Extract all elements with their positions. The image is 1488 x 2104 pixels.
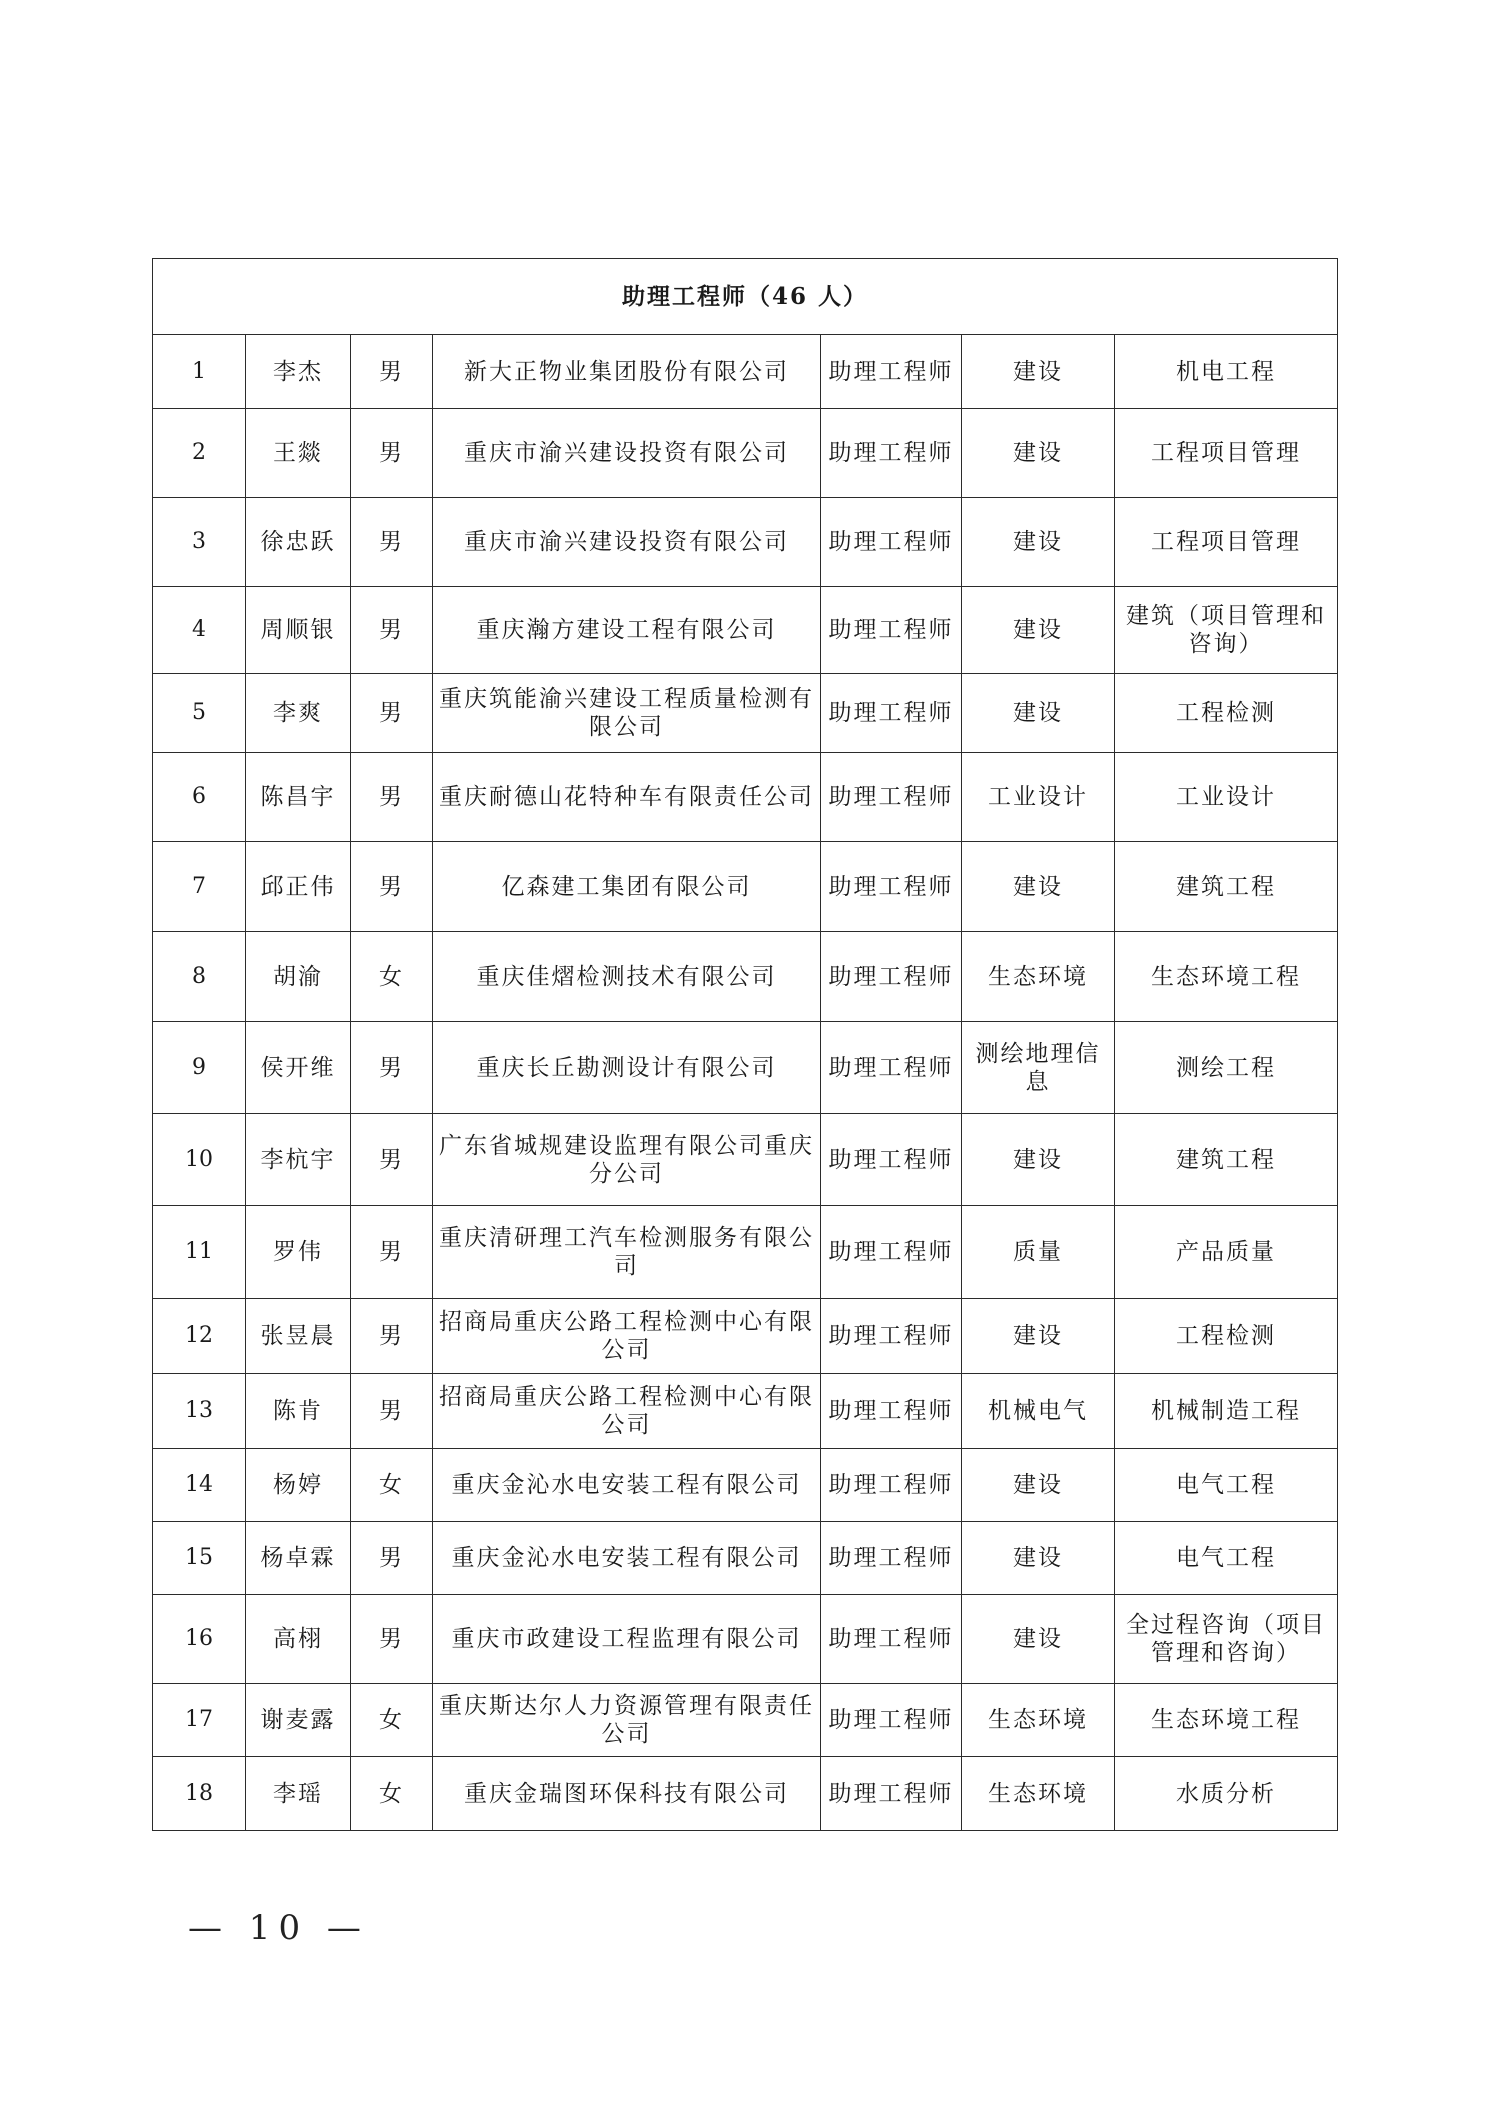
company-name: 重庆耐德山花特种车有限责任公司	[433, 753, 821, 842]
row-number: 5	[153, 674, 246, 753]
person-name: 陈肯	[246, 1374, 351, 1449]
person-gender: 男	[351, 1522, 433, 1595]
person-name: 李瑶	[246, 1757, 351, 1831]
specialty: 建筑（项目管理和咨询）	[1115, 587, 1338, 674]
table-row	[153, 498, 1338, 587]
row-number: 10	[153, 1114, 246, 1206]
professional-title: 助理工程师	[821, 1595, 962, 1684]
person-gender: 男	[351, 1206, 433, 1299]
professional-title: 助理工程师	[821, 335, 962, 409]
row-number: 9	[153, 1022, 246, 1114]
professional-field: 建设	[962, 1449, 1115, 1522]
professional-title: 助理工程师	[821, 1374, 962, 1449]
specialty: 生态环境工程	[1115, 932, 1338, 1022]
person-gender: 男	[351, 335, 433, 409]
company-name: 重庆金瑞图环保科技有限公司	[433, 1757, 821, 1831]
section-header-row	[153, 259, 1338, 335]
person-name: 李杭宇	[246, 1114, 351, 1206]
professional-title: 助理工程师	[821, 842, 962, 932]
row-number: 18	[153, 1757, 246, 1831]
company-name: 重庆筑能渝兴建设工程质量检测有限公司	[433, 674, 821, 753]
professional-field: 机械电气	[962, 1374, 1115, 1449]
row-number: 3	[153, 498, 246, 587]
person-gender: 男	[351, 1374, 433, 1449]
person-name: 徐忠跃	[246, 498, 351, 587]
professional-title: 助理工程师	[821, 587, 962, 674]
professional-field: 建设	[962, 587, 1115, 674]
table-row	[153, 674, 1338, 753]
page-number: — 10 —	[188, 1908, 369, 1948]
company-name: 新大正物业集团股份有限公司	[433, 335, 821, 409]
person-name: 谢麦露	[246, 1684, 351, 1757]
table-row	[153, 1522, 1338, 1595]
professional-field: 测绘地理信息	[962, 1022, 1115, 1114]
table-row	[153, 1206, 1338, 1299]
person-name: 杨婷	[246, 1449, 351, 1522]
person-name: 周顺银	[246, 587, 351, 674]
company-name: 重庆斯达尔人力资源管理有限责任公司	[433, 1684, 821, 1757]
specialty: 工程项目管理	[1115, 498, 1338, 587]
professional-title: 助理工程师	[821, 1299, 962, 1374]
professional-field: 生态环境	[962, 932, 1115, 1022]
row-number: 1	[153, 335, 246, 409]
specialty: 生态环境工程	[1115, 1684, 1338, 1757]
professional-title: 助理工程师	[821, 1114, 962, 1206]
company-name: 重庆市渝兴建设投资有限公司	[433, 498, 821, 587]
person-name: 李杰	[246, 335, 351, 409]
person-name: 王燚	[246, 409, 351, 498]
professional-field: 建设	[962, 498, 1115, 587]
person-name: 侯开维	[246, 1022, 351, 1114]
specialty: 机电工程	[1115, 335, 1338, 409]
professional-title: 助理工程师	[821, 1022, 962, 1114]
company-name: 重庆市政建设工程监理有限公司	[433, 1595, 821, 1684]
person-gender: 女	[351, 932, 433, 1022]
table-row	[153, 932, 1338, 1022]
professional-field: 生态环境	[962, 1757, 1115, 1831]
person-gender: 男	[351, 842, 433, 932]
professional-title: 助理工程师	[821, 753, 962, 842]
person-name: 高栩	[246, 1595, 351, 1684]
company-name: 招商局重庆公路工程检测中心有限公司	[433, 1299, 821, 1374]
specialty: 电气工程	[1115, 1449, 1338, 1522]
roster-body	[153, 335, 1338, 1831]
person-name: 陈昌宇	[246, 753, 351, 842]
row-number: 8	[153, 932, 246, 1022]
professional-field: 建设	[962, 409, 1115, 498]
specialty: 工程检测	[1115, 674, 1338, 753]
table-row	[153, 1114, 1338, 1206]
row-number: 4	[153, 587, 246, 674]
professional-title: 助理工程师	[821, 674, 962, 753]
professional-field: 质量	[962, 1206, 1115, 1299]
professional-title: 助理工程师	[821, 1206, 962, 1299]
person-gender: 男	[351, 409, 433, 498]
professional-title: 助理工程师	[821, 1522, 962, 1595]
person-gender: 男	[351, 1114, 433, 1206]
specialty: 机械制造工程	[1115, 1374, 1338, 1449]
person-gender: 男	[351, 587, 433, 674]
person-gender: 男	[351, 498, 433, 587]
person-gender: 男	[351, 674, 433, 753]
specialty: 建筑工程	[1115, 1114, 1338, 1206]
professional-field: 建设	[962, 1522, 1115, 1595]
person-gender: 男	[351, 753, 433, 842]
specialty: 工程项目管理	[1115, 409, 1338, 498]
person-name: 胡渝	[246, 932, 351, 1022]
company-name: 招商局重庆公路工程检测中心有限公司	[433, 1374, 821, 1449]
person-name: 李爽	[246, 674, 351, 753]
table-row	[153, 1022, 1338, 1114]
company-name: 亿森建工集团有限公司	[433, 842, 821, 932]
row-number: 6	[153, 753, 246, 842]
person-name: 邱正伟	[246, 842, 351, 932]
specialty: 工程检测	[1115, 1299, 1338, 1374]
professional-title: 助理工程师	[821, 932, 962, 1022]
specialty: 电气工程	[1115, 1522, 1338, 1595]
roster-table	[152, 258, 1338, 1831]
table-row	[153, 587, 1338, 674]
specialty: 测绘工程	[1115, 1022, 1338, 1114]
row-number: 13	[153, 1374, 246, 1449]
professional-title: 助理工程师	[821, 409, 962, 498]
person-gender: 女	[351, 1449, 433, 1522]
row-number: 14	[153, 1449, 246, 1522]
professional-field: 建设	[962, 335, 1115, 409]
company-name: 广东省城规建设监理有限公司重庆分公司	[433, 1114, 821, 1206]
table-row	[153, 1374, 1338, 1449]
table-row	[153, 409, 1338, 498]
company-name: 重庆瀚方建设工程有限公司	[433, 587, 821, 674]
company-name: 重庆佳熠检测技术有限公司	[433, 932, 821, 1022]
specialty: 工业设计	[1115, 753, 1338, 842]
row-number: 12	[153, 1299, 246, 1374]
row-number: 16	[153, 1595, 246, 1684]
professional-field: 工业设计	[962, 753, 1115, 842]
table-row	[153, 1449, 1338, 1522]
table-row	[153, 335, 1338, 409]
professional-title: 助理工程师	[821, 1449, 962, 1522]
person-name: 罗伟	[246, 1206, 351, 1299]
table-row	[153, 753, 1338, 842]
specialty: 产品质量	[1115, 1206, 1338, 1299]
person-gender: 男	[351, 1595, 433, 1684]
person-name: 杨卓霖	[246, 1522, 351, 1595]
section-title: 助理工程师（46 人）	[153, 259, 1338, 335]
table-row	[153, 1299, 1338, 1374]
table-row	[153, 1684, 1338, 1757]
professional-title: 助理工程师	[821, 1684, 962, 1757]
company-name: 重庆长丘勘测设计有限公司	[433, 1022, 821, 1114]
person-gender: 男	[351, 1299, 433, 1374]
company-name: 重庆清研理工汽车检测服务有限公司	[433, 1206, 821, 1299]
person-name: 张昱晨	[246, 1299, 351, 1374]
company-name: 重庆金沁水电安装工程有限公司	[433, 1449, 821, 1522]
specialty: 建筑工程	[1115, 842, 1338, 932]
company-name: 重庆市渝兴建设投资有限公司	[433, 409, 821, 498]
professional-field: 建设	[962, 1595, 1115, 1684]
professional-field: 建设	[962, 1114, 1115, 1206]
row-number: 7	[153, 842, 246, 932]
specialty: 水质分析	[1115, 1757, 1338, 1831]
row-number: 2	[153, 409, 246, 498]
person-gender: 男	[351, 1022, 433, 1114]
company-name: 重庆金沁水电安装工程有限公司	[433, 1522, 821, 1595]
table-row	[153, 842, 1338, 932]
professional-field: 建设	[962, 842, 1115, 932]
professional-field: 建设	[962, 1299, 1115, 1374]
specialty: 全过程咨询（项目管理和咨询）	[1115, 1595, 1338, 1684]
professional-title: 助理工程师	[821, 1757, 962, 1831]
table-row	[153, 1595, 1338, 1684]
professional-title: 助理工程师	[821, 498, 962, 587]
table-row	[153, 1757, 1338, 1831]
person-gender: 女	[351, 1757, 433, 1831]
professional-field: 建设	[962, 674, 1115, 753]
row-number: 15	[153, 1522, 246, 1595]
person-gender: 女	[351, 1684, 433, 1757]
row-number: 11	[153, 1206, 246, 1299]
professional-field: 生态环境	[962, 1684, 1115, 1757]
row-number: 17	[153, 1684, 246, 1757]
